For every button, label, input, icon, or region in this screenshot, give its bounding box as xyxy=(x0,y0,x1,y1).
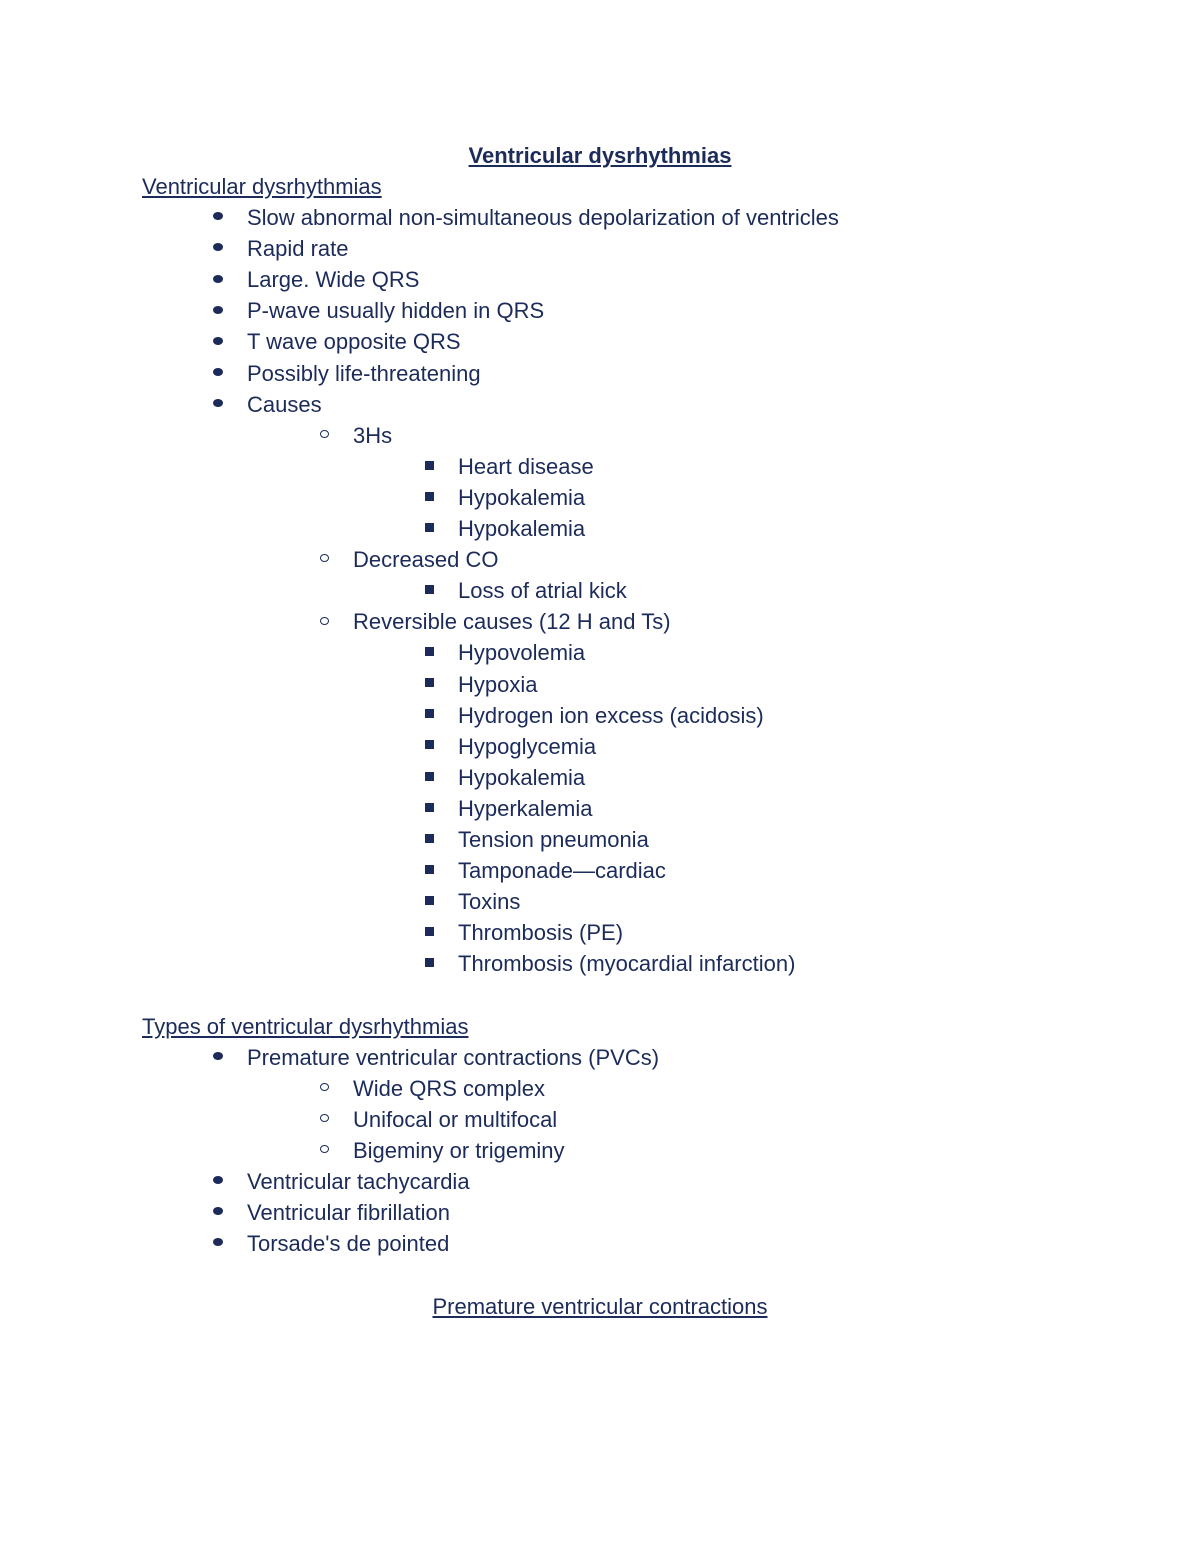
bullet-circle-icon xyxy=(314,1104,334,1135)
sub-list-item xyxy=(142,420,1142,451)
sub-list-item-text: Bigeminy or trigeminy xyxy=(353,1137,565,1163)
bullet-circle-icon xyxy=(314,606,334,637)
bullet-dot-icon xyxy=(208,389,228,420)
list-item xyxy=(142,295,1142,326)
sub-sub-list-item xyxy=(142,700,1142,731)
list-item xyxy=(142,1042,1142,1073)
sub-sub-list-item xyxy=(142,637,1142,668)
bullet-square-icon xyxy=(419,451,439,482)
sub-sub-list-item-text: Hydrogen ion excess (acidosis) xyxy=(458,702,764,728)
list-item xyxy=(142,389,1142,420)
sub-sub-list-item-text: Hypokalemia xyxy=(458,764,586,790)
sub-sub-list-item xyxy=(142,886,1142,917)
bullet-dot-icon xyxy=(208,1042,228,1073)
document-title: Ventricular dysrhythmias xyxy=(468,143,732,168)
bullet-square-icon xyxy=(419,948,439,979)
sub-list-item-text: Reversible causes (12 H and Ts) xyxy=(353,609,671,635)
list-item-text: P-wave usually hidden in QRS xyxy=(247,298,545,324)
bullet-dot-icon xyxy=(208,233,228,264)
sub-list-item xyxy=(142,1104,1142,1135)
bullet-square-icon xyxy=(419,513,439,544)
sub-sub-list-item xyxy=(142,513,1142,544)
list-item xyxy=(142,326,1142,357)
bullet-square-icon xyxy=(419,855,439,886)
sub-sub-list-item-text: Thrombosis (PE) xyxy=(458,920,624,946)
bullet-circle-icon xyxy=(314,1073,334,1104)
list-item-text: Slow abnormal non-simultaneous depolarization of ventricles xyxy=(247,205,839,231)
sub-sub-list-item-text: Tension pneumonia xyxy=(458,826,649,852)
bullet-dot-icon xyxy=(208,326,228,357)
bullet-dot-icon xyxy=(208,264,228,295)
list-item xyxy=(142,264,1142,295)
sub-sub-list-item xyxy=(142,731,1142,762)
bullet-square-icon xyxy=(419,575,439,606)
section-heading-ventricular-dysrhythmias: Ventricular dysrhythmias xyxy=(142,174,382,199)
sub-list-item-text: Wide QRS complex xyxy=(353,1075,545,1101)
sub-list-item xyxy=(142,544,1142,575)
sub-sub-list-item xyxy=(142,948,1142,979)
sub-sub-list-item-text: Toxins xyxy=(458,889,521,915)
bullet-circle-icon xyxy=(314,1135,334,1166)
bullet-dot-icon xyxy=(208,1166,228,1197)
sub-sub-list-item-text: Tamponade—cardiac xyxy=(458,858,666,884)
sub-sub-list-item xyxy=(142,669,1142,700)
list-item xyxy=(142,233,1142,264)
sub-sub-list-item xyxy=(142,824,1142,855)
list-item-text: Rapid rate xyxy=(247,236,349,262)
bullet-dot-icon xyxy=(208,202,228,233)
sub-sub-list-item xyxy=(142,917,1142,948)
section-heading-pvc: Premature ventricular contractions xyxy=(432,1294,768,1319)
sub-list-item xyxy=(142,1073,1142,1104)
bullet-circle-icon xyxy=(314,544,334,575)
sub-sub-list-item xyxy=(142,451,1142,482)
sub-sub-list-item xyxy=(142,855,1142,886)
list-item-text: Causes xyxy=(247,391,322,417)
blank-line xyxy=(142,979,1142,1010)
bullet-square-icon xyxy=(419,917,439,948)
bullet-square-icon xyxy=(419,482,439,513)
sub-sub-list-item-text: Hypovolemia xyxy=(458,640,586,666)
sub-sub-list-item-text: Hypokalemia xyxy=(458,516,586,542)
list-item-text: Premature ventricular contractions (PVCs) xyxy=(247,1044,660,1070)
section-heading-types: Types of ventricular dysrhythmias xyxy=(142,1013,469,1039)
document-body xyxy=(142,171,1142,1259)
list-item-text: Torsade's de pointed xyxy=(247,1231,450,1257)
sub-sub-list-item xyxy=(142,793,1142,824)
list-item-text: Ventricular tachycardia xyxy=(247,1169,470,1194)
bullet-dot-icon xyxy=(208,1197,228,1228)
list-item-text: Possibly life-threatening xyxy=(247,360,481,386)
bullet-square-icon xyxy=(419,637,439,668)
sub-sub-list-item xyxy=(142,482,1142,513)
bullet-square-icon xyxy=(419,669,439,700)
list-item-text: Ventricular fibrillation xyxy=(247,1200,450,1226)
bullet-square-icon xyxy=(419,886,439,917)
sub-sub-list-item xyxy=(142,762,1142,793)
sub-list-item xyxy=(142,606,1142,637)
bullet-circle-icon xyxy=(314,420,334,451)
bullet-square-icon xyxy=(419,731,439,762)
bullet-dot-icon xyxy=(208,1228,228,1259)
sub-sub-list-item-text: Heart disease xyxy=(458,453,594,479)
sub-sub-list-item xyxy=(142,575,1142,606)
list-item xyxy=(142,1228,1142,1259)
sub-sub-list-item-text: Hypoglycemia xyxy=(458,733,597,759)
bullet-square-icon xyxy=(419,824,439,855)
bullet-square-icon xyxy=(419,793,439,824)
list-item xyxy=(142,358,1142,389)
bullet-square-icon xyxy=(419,700,439,731)
list-item xyxy=(142,1197,1142,1228)
bullet-square-icon xyxy=(419,762,439,793)
sub-list-item xyxy=(142,1135,1142,1166)
sub-sub-list-item-text: Loss of atrial kick xyxy=(458,578,627,604)
sub-sub-list-item-text: Hyperkalemia xyxy=(458,795,593,821)
bullet-dot-icon xyxy=(208,358,228,389)
sub-sub-list-item-text: Hypoxia xyxy=(458,671,538,697)
list-item-text: Large. Wide QRS xyxy=(247,267,420,293)
sub-sub-list-item-text: Thrombosis (myocardial infarction) xyxy=(458,951,796,977)
list-item xyxy=(142,202,1142,233)
list-item-text: T wave opposite QRS xyxy=(247,329,461,355)
list-item xyxy=(142,1166,1142,1197)
sub-list-item-text: Unifocal or multifocal xyxy=(353,1106,558,1132)
sub-list-item-text: Decreased CO xyxy=(353,547,499,573)
sub-list-item-text: 3Hs xyxy=(353,422,393,448)
bullet-dot-icon xyxy=(208,295,228,326)
sub-sub-list-item-text: Hypokalemia xyxy=(458,484,586,510)
